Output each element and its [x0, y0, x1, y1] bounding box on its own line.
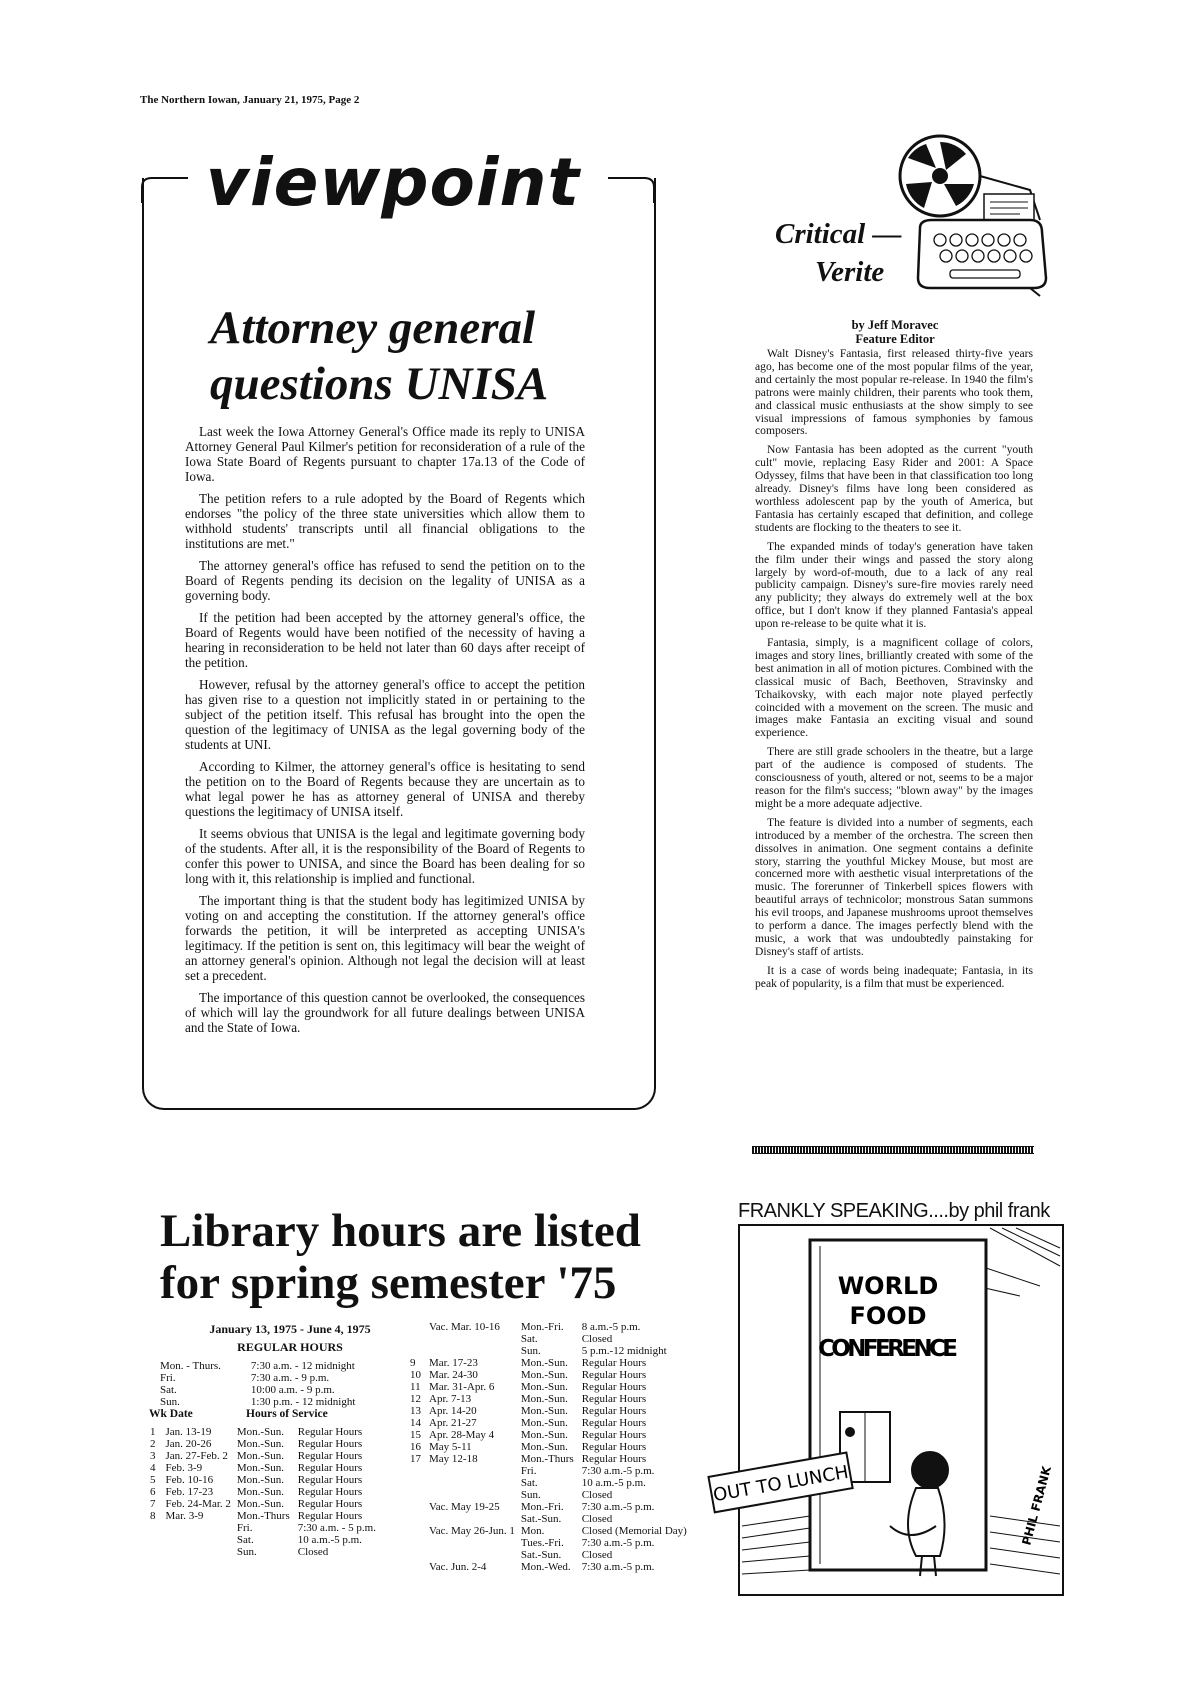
hours-cell-date: Vac. May 26-Jun. 1 [429, 1525, 515, 1537]
poster-line3: CONFERENCE [818, 1336, 958, 1362]
hours-cell-wk [410, 1537, 429, 1549]
hours-row [150, 1522, 376, 1534]
review-paragraph: Walt Disney's Fantasia, first released thirty-five years ago, has become one of the most popular films of the year, and certainly the most popular re-release. In 1940 the film's patrons were mainly children, their parents who took them, and classical music enthusiasts at the show simply to see visual impressions of famous symphonies by famous composers. [755, 347, 1033, 438]
film-reel-typewriter-illustration [880, 128, 1060, 298]
hours-cell-wk: 13 [410, 1405, 421, 1417]
hours-row [410, 1513, 687, 1525]
hours-row [410, 1417, 687, 1429]
hours-row [410, 1465, 687, 1477]
hours-cell-days: Fri. [520, 1465, 537, 1477]
hours-cell-hours: Regular Hours [581, 1429, 647, 1441]
hours-cell-hours: 7:30 a.m.-5 p.m. [581, 1537, 655, 1549]
hours-cell-wk: 12 [410, 1393, 421, 1405]
hours-cell-hours: 7:30 a.m. - 5 p.m. [297, 1522, 376, 1534]
viewpoint-headline: Attorney general questions UNISA [210, 302, 549, 410]
hours-cell-date [429, 1333, 521, 1345]
hours-cell-days: Sat. [520, 1333, 538, 1345]
hours-cell-days: Sun. [520, 1345, 541, 1357]
hours-cell-days: Mon.-Sun. [236, 1462, 284, 1474]
hours-cell-hours: 5 p.m.-12 midnight [581, 1345, 667, 1357]
hours-row [150, 1486, 376, 1498]
hours-row [410, 1477, 687, 1489]
hours-cell-date [429, 1477, 521, 1489]
hours-cell-wk: 7 [150, 1498, 156, 1510]
hours-cell-date: Mar. 31-Apr. 6 [429, 1381, 495, 1393]
poster-line1: WORLD [837, 1272, 939, 1300]
viewpoint-paragraph: Last week the Iowa Attorney General's Office made its reply to UNISA Attorney General Paul Kilmer's petition for reconsideration of a rule of the Iowa State Board of Regents pursuant to chapter 17a.13 of the Code of Iowa. [185, 424, 585, 484]
critical-verite-byline [745, 318, 1045, 346]
hours-cell-date [429, 1549, 521, 1561]
hours-cell-hours: Regular Hours [297, 1510, 363, 1522]
hours-cell-wk [410, 1321, 429, 1333]
hours-cell-date [166, 1546, 237, 1558]
library-headline-line1: Library hours are listed [160, 1205, 641, 1257]
hours-cell-date: Feb. 3-9 [165, 1462, 203, 1474]
hours-cell-date: Feb. 10-16 [165, 1474, 214, 1486]
hours-cell-wk: 17 [410, 1453, 421, 1465]
hours-cell-hours: Regular Hours [297, 1486, 363, 1498]
hours-cell-hours: Closed [581, 1513, 613, 1525]
hours-cell-days: Fri. [160, 1372, 176, 1384]
review-paragraph: The feature is divided into a number of segments, each introduced by a member of the orchestra. The screen then dissolves in animation. One segment contains a definite story, starring the youthful Mickey Mouse, but most are concerned more with aesthetic visual interpretations of the music. The forerunner of Tinkerbell spices flowers with beautiful arrays of technicolor; monstrous Satan summons his evil troops, and Japanese mushrooms uproot themselves to perform a dance. The images perfectly blend with the music, a work that was undoubtedly painstaking for Disney's staff of artists. [755, 815, 1033, 958]
hours-cell-hours: Regular Hours [581, 1453, 647, 1465]
hours-cell-days: Mon.-Sun. [236, 1498, 284, 1510]
artist-signature: PHIL FRANK [1019, 1464, 1054, 1547]
hours-cell-days: Mon.-Sun. [236, 1426, 284, 1438]
hours-cell-hours: 7:30 a.m. - 9 p.m. [250, 1372, 330, 1384]
library-headline [160, 1205, 680, 1309]
hours-cell-wk [150, 1546, 166, 1558]
hours-row [150, 1474, 376, 1486]
hours-cell-days: Mon.-Sun. [520, 1381, 568, 1393]
viewpoint-article-body [185, 424, 585, 1042]
hours-cell-wk: 11 [410, 1381, 421, 1393]
hours-cell-wk: 10 [410, 1369, 421, 1381]
hours-cell-date: May 5-11 [429, 1441, 472, 1453]
hours-cell-hours: Closed [297, 1546, 329, 1558]
hours-row [410, 1345, 687, 1357]
hours-cell-wk [410, 1465, 429, 1477]
out-to-lunch-sign: OUT TO LUNCH [711, 1461, 851, 1507]
hours-cell-days: Mon.-Fri. [520, 1321, 564, 1333]
hours-cell-days: Sun. [160, 1396, 180, 1408]
hours-cell-wk: 3 [150, 1450, 156, 1462]
hours-cell-date [429, 1489, 521, 1501]
hours-cell-wk [410, 1489, 429, 1501]
hours-row [410, 1369, 687, 1381]
hours-cell-hours: 10:00 a.m. - 9 p.m. [250, 1384, 335, 1396]
regular-hours-table [160, 1360, 355, 1408]
viewpoint-paragraph: The importance of this question cannot be overlooked, the consequences of which will lay the groundwork for all future dealings between UNISA and the State of Iowa. [185, 990, 585, 1035]
weekly-hours-table-right [410, 1321, 687, 1573]
hours-row [150, 1450, 376, 1462]
hours-cell-date [166, 1522, 237, 1534]
hours-row [150, 1426, 376, 1438]
hours-cell-hours: Regular Hours [581, 1381, 647, 1393]
hours-cell-date: Jan. 20-26 [165, 1438, 212, 1450]
hours-cell-wk [410, 1501, 429, 1513]
hours-row [410, 1453, 687, 1465]
hours-cell-days: Mon.-Sun. [520, 1429, 568, 1441]
review-paragraph: The expanded minds of today's generation have taken the film under their wings and passed the story along largely by word-of-mouth, due to a lack of any real publicity campaign. Disney's sure-fire movies rarely need any publicity; they always do extremely well at the box office, but I don't know if they planned Fantasia's appeal upon re-release to be quite what it is. [755, 539, 1033, 631]
hours-cell-days: Mon.-Sun. [520, 1393, 568, 1405]
hours-cell-days: Mon.-Sun. [520, 1357, 568, 1369]
review-paragraph: There are still grade schoolers in the theatre, but a large part of the audience is composed of students. The consciousness of youth, altered or not, seems to be a major reason for the film's success; "blown away" by the images might be a more adequate adjective. [755, 745, 1033, 810]
hours-cell-date: May 12-18 [429, 1453, 478, 1465]
comic-illustration [711, 1226, 1062, 1594]
hours-cell-hours: 7:30 a.m.-5 p.m. [581, 1465, 655, 1477]
hours-cell-days: Sat.-Sun. [520, 1513, 562, 1525]
hours-cell-hours: Closed [581, 1333, 613, 1345]
hours-cell-date [429, 1513, 521, 1525]
hours-cell-date: Apr. 14-20 [429, 1405, 477, 1417]
hours-cell-wk [410, 1477, 429, 1489]
hours-row [150, 1534, 376, 1546]
viewpoint-section-title: viewpoint [188, 148, 598, 218]
hours-cell-hours: Regular Hours [297, 1498, 363, 1510]
hours-cell-days: Mon.-Sun. [236, 1486, 284, 1498]
hours-cell-date [429, 1345, 521, 1357]
hours-cell-days: Mon.-Thurs [520, 1453, 574, 1465]
hours-cell-date: Mar. 24-30 [429, 1369, 478, 1381]
critical-verite-title-line2: Verite [815, 256, 885, 288]
hours-cell-wk [410, 1549, 429, 1561]
review-paragraph: It is a case of words being inadequate; Fantasia, in its peak of popularity, is a film that must be experienced. [755, 963, 1033, 990]
hours-row [150, 1546, 376, 1558]
hours-cell-hours: Closed [581, 1549, 613, 1561]
hours-cell-hours: Closed (Memorial Day) [581, 1525, 687, 1537]
hours-cell-hours: Regular Hours [581, 1369, 647, 1381]
hours-cell-date [166, 1534, 237, 1546]
hours-cell-hours: Closed [581, 1489, 613, 1501]
hours-cell-hours: 7:30 a.m.-5 p.m. [581, 1501, 655, 1513]
comic-panel [711, 1224, 1064, 1596]
hours-row [410, 1357, 687, 1369]
hours-row [410, 1561, 687, 1573]
hours-row [410, 1501, 687, 1513]
hours-cell-date: Mar. 3-9 [165, 1510, 204, 1522]
viewpoint-paragraph: It seems obvious that UNISA is the legal and legitimate governing body of the students. After all, it is the responsibility of the Board of Regents to confer this power to UNISA, and since the Board has been dealing for so long with it, this relationship is implied and functional. [185, 826, 585, 886]
hours-cell-hours: 10 a.m.-5 p.m. [297, 1534, 362, 1546]
byline-name: by Jeff Moravec [851, 318, 939, 332]
hours-cell-wk: 4 [150, 1462, 156, 1474]
hours-cell-date: Feb. 17-23 [165, 1486, 214, 1498]
hours-cell-date: Apr. 28-May 4 [429, 1429, 495, 1441]
hours-cell-hours: Regular Hours [581, 1405, 647, 1417]
hours-cell-wk [410, 1525, 429, 1537]
hours-row [410, 1537, 687, 1549]
hours-cell-hours: Regular Hours [297, 1462, 363, 1474]
hours-cell-wk: 8 [150, 1510, 156, 1522]
hours-cell-date: Vac. May 19-25 [429, 1501, 500, 1513]
hours-cell-days: Mon.-Sun. [520, 1369, 568, 1381]
hours-cell-hours: Regular Hours [581, 1417, 647, 1429]
hours-cell-hours: Regular Hours [297, 1438, 363, 1450]
hours-of-service-header: Hours of Service [246, 1408, 328, 1420]
hours-cell-wk: 5 [150, 1474, 156, 1486]
hours-cell-days: Mon.-Sun. [236, 1474, 284, 1486]
hours-row [410, 1333, 687, 1345]
hours-row [160, 1360, 355, 1372]
hours-cell-wk [150, 1522, 166, 1534]
hours-cell-wk: 16 [410, 1441, 421, 1453]
review-paragraph: Fantasia, simply, is a magnificent collage of colors, images and story lines, brilliantly created with some of the best animation in all of motion pictures. Combined with the classical music of Bach, Beethoven, Stravinsky and Tchaikovsky, with each major note played perfectly coincided with a movement on the screen. The music and images make Fantasia an exciting visual and sound experience. [755, 636, 1033, 740]
hours-cell-days: Mon.-Sun. [236, 1450, 284, 1462]
week-date-header: Wk Date [149, 1408, 193, 1420]
hours-cell-hours: Regular Hours [297, 1450, 363, 1462]
hours-cell-wk: 9 [410, 1357, 416, 1369]
hours-cell-date: Apr. 21-27 [429, 1417, 477, 1429]
hours-row [410, 1405, 687, 1417]
byline-role: Feature Editor [855, 332, 935, 346]
hours-cell-date: Vac. Mar. 10-16 [429, 1321, 500, 1333]
hours-cell-wk [410, 1561, 429, 1573]
hours-cell-date [429, 1537, 521, 1549]
hours-cell-wk: 6 [150, 1486, 156, 1498]
viewpoint-paragraph: However, refusal by the attorney general's office to accept the petition has given rise to a question not implicitly stated in or pertaining to the subject of the petition itself. This refusal has brought into the open the question of the legitimacy of UNISA as the legal governing body of the students at UNI. [185, 677, 585, 752]
hours-cell-days: Mon. [520, 1525, 545, 1537]
hours-cell-days: Tues.-Fri. [520, 1537, 564, 1549]
hours-cell-days: Mon.-Sun. [236, 1438, 284, 1450]
hours-cell-days: Mon. - Thurs. [160, 1360, 221, 1372]
hours-row [160, 1372, 355, 1384]
hours-cell-days: Sat.-Sun. [520, 1549, 562, 1561]
hours-cell-hours: Regular Hours [297, 1426, 363, 1438]
hours-row [410, 1525, 687, 1537]
hours-cell-date: Vac. Jun. 2-4 [429, 1561, 487, 1573]
hours-cell-wk: 15 [410, 1429, 421, 1441]
hours-cell-hours: Regular Hours [581, 1441, 647, 1453]
hours-cell-hours: Regular Hours [581, 1393, 647, 1405]
hours-cell-days: Sat. [160, 1384, 177, 1396]
hours-row [150, 1510, 376, 1522]
regular-hours-title: REGULAR HOURS [237, 1340, 343, 1354]
hours-cell-wk [410, 1513, 429, 1525]
hours-row [410, 1393, 687, 1405]
hours-cell-date: Jan. 13-19 [165, 1426, 212, 1438]
hours-row [160, 1396, 355, 1408]
viewpoint-paragraph: According to Kilmer, the attorney general's office is hesitating to send the petition on to the Board of Regents because they are uncertain as to what legal power he has as attorney general of UNISA and thereby questions the legitimacy of UNISA itself. [185, 759, 585, 819]
hours-cell-wk: 14 [410, 1417, 421, 1429]
hours-cell-date [429, 1465, 521, 1477]
weekly-hours-table-left [150, 1426, 376, 1558]
hours-cell-days: Sat. [520, 1477, 538, 1489]
hours-cell-hours: 8 a.m.-5 p.m. [581, 1321, 641, 1333]
critical-verite-title: Critical — [775, 218, 902, 250]
hours-cell-days: Sat. [236, 1534, 254, 1546]
hours-row [410, 1429, 687, 1441]
hours-row [410, 1381, 687, 1393]
library-date-range: January 13, 1975 - June 4, 1975 [209, 1322, 371, 1336]
library-headline-line2: for spring semester '75 [160, 1257, 617, 1309]
hours-cell-hours: 7:30 a.m. - 12 midnight [250, 1360, 355, 1372]
hours-row [150, 1462, 376, 1474]
hours-cell-date: Jan. 27-Feb. 2 [165, 1450, 228, 1462]
comic-title: FRANKLY SPEAKING....by phil frank [738, 1200, 1050, 1222]
hours-cell-wk [410, 1333, 429, 1345]
hours-cell-days: Sun. [236, 1546, 257, 1558]
hours-cell-days: Mon.-Fri. [520, 1501, 564, 1513]
hours-cell-days: Mon.-Wed. [520, 1561, 571, 1573]
viewpoint-paragraph: The important thing is that the student body has legitimized UNISA by voting on and accepting the constitution. If the attorney general's office forwards the petition, it will be interpreted as accepting UNISA's legitimacy. If the petition is sent on, this legitimacy will bear the weight of an attorney general's opinion. Although not legal the decision will at least set a precedent. [185, 893, 585, 983]
viewpoint-paragraph: If the petition had been accepted by the attorney general's office, the Board of Regents would have been notified of the necessity of having a hearing in reconsideration to be held not later than 60 days after receipt of the petition. [185, 610, 585, 670]
hours-row [150, 1438, 376, 1450]
hours-cell-wk [150, 1534, 166, 1546]
hours-cell-days: Sun. [520, 1489, 541, 1501]
hours-row [410, 1321, 687, 1333]
hours-cell-days: Mon.-Thurs [236, 1510, 290, 1522]
hours-cell-date: Mar. 17-23 [429, 1357, 478, 1369]
hours-cell-wk: 2 [150, 1438, 156, 1450]
hours-cell-date: Apr. 7-13 [429, 1393, 472, 1405]
hours-row [150, 1498, 376, 1510]
viewpoint-paragraph: The attorney general's office has refused to send the petition on to the Board of Regents pending its decision on the legality of UNISA as a governing body. [185, 558, 585, 603]
hours-cell-hours: 10 a.m.-5 p.m. [581, 1477, 646, 1489]
critical-verite-body [755, 348, 1033, 997]
folio: The Northern Iowan, January 21, 1975, Page 2 [140, 94, 360, 106]
hours-row [410, 1441, 687, 1453]
hours-cell-hours: 1:30 p.m. - 12 midnight [250, 1396, 356, 1408]
poster-line2: FOOD [849, 1302, 927, 1330]
hours-cell-days: Mon.-Sun. [520, 1405, 568, 1417]
review-paragraph: Now Fantasia has been adopted as the current "youth cult" movie, replacing Easy Rider and 2001: A Space Odyssey, films that have been in that classification too long already. Disney's films have long been considered as worthless adolescent pap by the youth of America, but Fantasia has certainly escaped that definition, and college students are flocking to the theaters to see it. [755, 443, 1033, 534]
viewpoint-paragraph: The petition refers to a rule adopted by the Board of Regents which endorses "the policy of the three state universities which allow them to withhold students' transcripts until all financial obligations to the institutions are met." [185, 491, 585, 551]
hours-row [410, 1549, 687, 1561]
hours-row [410, 1489, 687, 1501]
hours-cell-days: Fri. [236, 1522, 253, 1534]
hours-cell-days: Mon.-Sun. [520, 1441, 568, 1453]
decorative-rule [752, 1146, 1034, 1154]
hours-cell-date: Feb. 24-Mar. 2 [165, 1498, 231, 1510]
hours-row [160, 1384, 355, 1396]
hours-cell-hours: Regular Hours [581, 1357, 647, 1369]
hours-cell-hours: Regular Hours [297, 1474, 363, 1486]
hours-cell-wk: 1 [150, 1426, 156, 1438]
hours-cell-wk [410, 1345, 429, 1357]
hours-cell-hours: 7:30 a.m.-5 p.m. [581, 1561, 655, 1573]
hours-cell-days: Mon.-Sun. [520, 1417, 568, 1429]
